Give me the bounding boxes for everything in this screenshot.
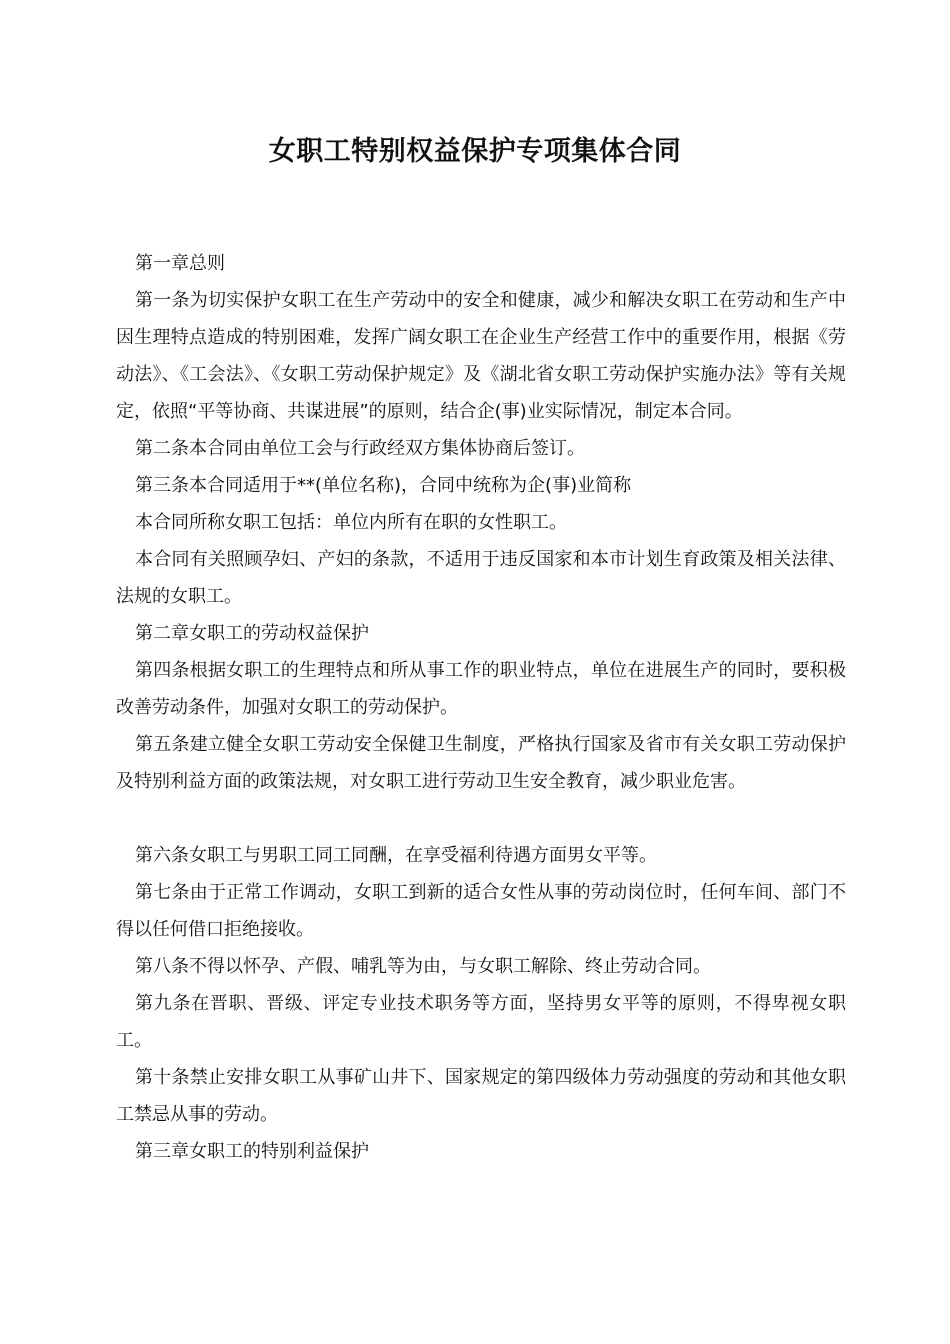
article-paragraph: 第三条本合同适用于**(单位名称)，合同中统称为企(事)业简称 (135, 475, 632, 496)
article-paragraph: 第一条为切实保护女职工在生产劳动中的安全和健康，减少和解决女职工在劳动和生产中因生理特点造成的特别困难，发挥广阔女职工在企业生产经营工作中的重要作用，根据《劳动法》、《工会法》、《女职工劳动保护规定》及《湖北省女职工劳动保护实施办法》等有关规定，依照“平等协商、共谋进展”的原则，结合企(事)业实际情况，制定本合同。 (116, 290, 846, 422)
chapter-heading: 第二章女职工的劳动权益保护 (135, 623, 369, 644)
article-paragraph: 第八条不得以怀孕、产假、哺乳等为由，与女职工解除、终止劳动合同。 (135, 956, 711, 977)
article-paragraph: 第七条由于正常工作调动，女职工到新的适合女性从事的劳动岗位时，任何车间、部门不得以任何借口拒绝接收。 (116, 882, 846, 940)
body-paragraph: 本合同有关照顾孕妇、产妇的条款，不适用于违反国家和本市计划生育政策及相关法律、法规的女职工。 (116, 549, 846, 607)
document-body (116, 245, 846, 1170)
article-paragraph: 第五条建立健全女职工劳动安全保健卫生制度，严格执行国家及省市有关女职工劳动保护及特别利益方面的政策法规，对女职工进行劳动卫生安全教育，减少职业危害。 (116, 734, 846, 792)
article-paragraph: 第九条在晋职、晋级、评定专业技术职务等方面，坚持男女平等的原则，不得卑视女职工。 (116, 993, 846, 1051)
article-paragraph: 第二条本合同由单位工会与行政经双方集体协商后签订。 (135, 438, 585, 459)
body-paragraph: 本合同所称女职工包括：单位内所有在职的女性职工。 (135, 512, 567, 533)
document-title: 女职工特别权益保护专项集体合同 (268, 136, 682, 167)
chapter-heading: 第三章女职工的特别利益保护 (135, 1141, 369, 1162)
article-paragraph: 第十条禁止安排女职工从事矿山井下、国家规定的第四级体力劳动强度的劳动和其他女职工禁忌从事的劳动。 (116, 1067, 846, 1125)
chapter-heading: 第一章总则 (135, 253, 225, 274)
article-paragraph: 第四条根据女职工的生理特点和所从事工作的职业特点，单位在进展生产的同时，要积极改善劳动条件，加强对女职工的劳动保护。 (116, 660, 846, 718)
article-paragraph: 第六条女职工与男职工同工同酬，在享受福利待遇方面男女平等。 (135, 845, 657, 866)
